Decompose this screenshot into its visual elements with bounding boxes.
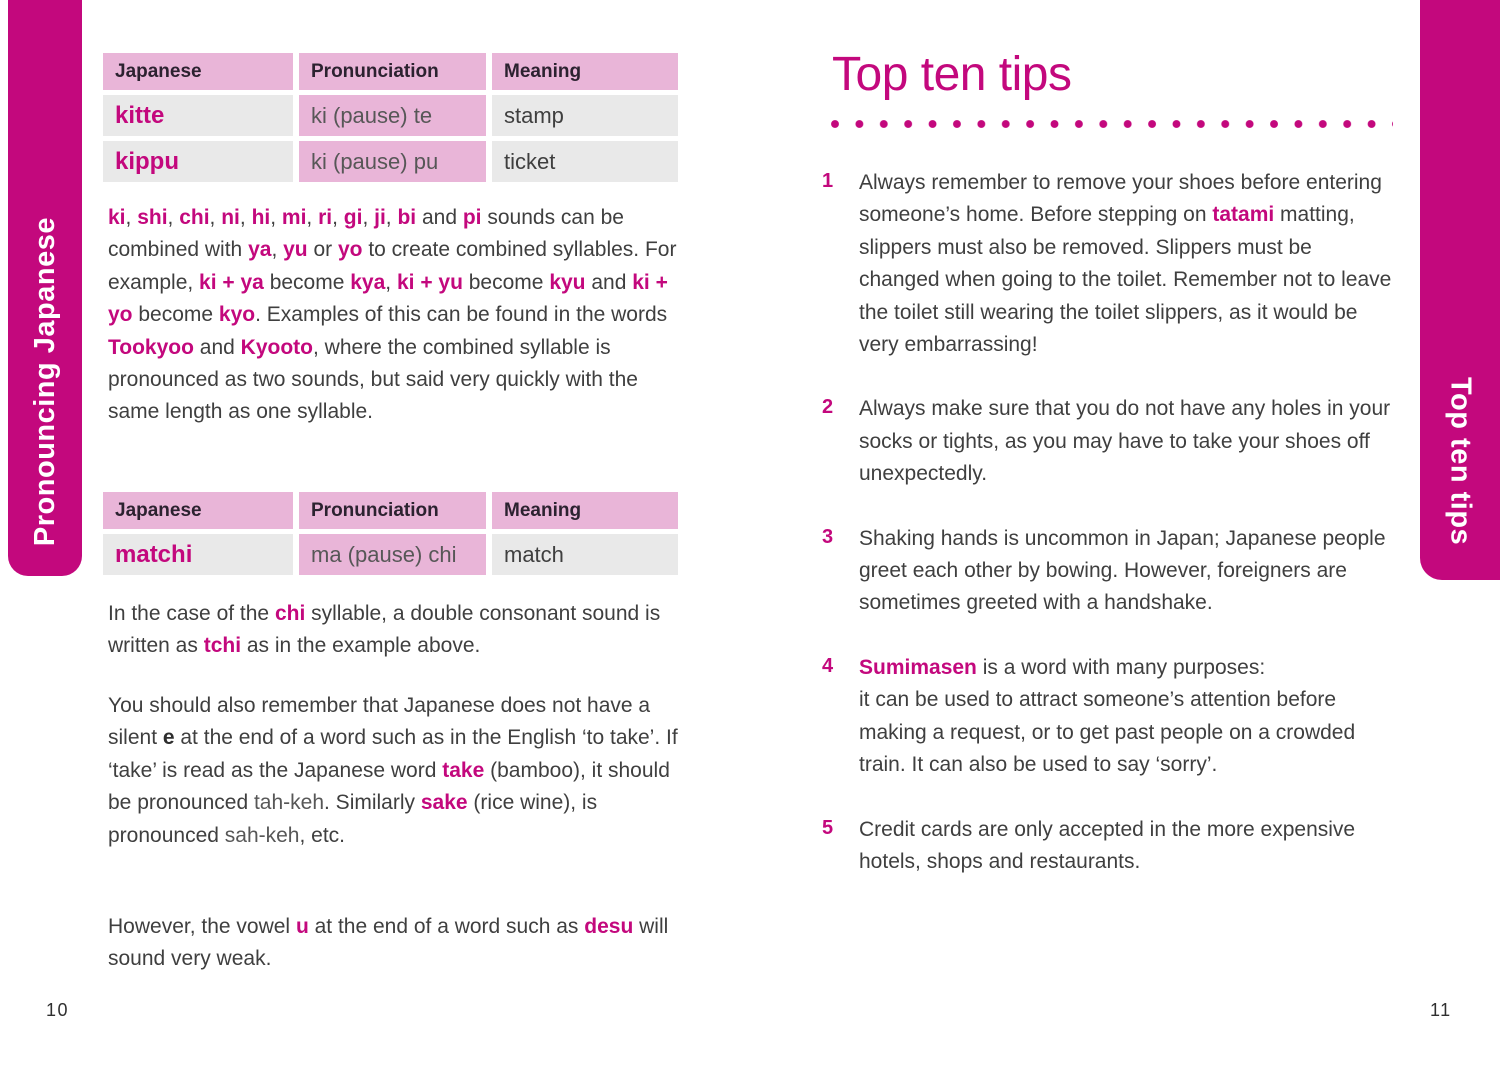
text-run: Sumimasen <box>859 655 977 679</box>
table1-row1-japanese: kitte <box>103 95 293 136</box>
table2-row1-pronunciation: ma (pause) chi <box>299 534 486 575</box>
table2-header-japanese: Japanese <box>103 492 293 529</box>
paragraph-combined-syllables <box>108 202 693 429</box>
table2-row1-japanese: matchi <box>103 534 293 575</box>
text-run: become <box>263 270 351 294</box>
text-run: sounds can be combined with <box>108 206 624 262</box>
right-page-tab <box>1420 0 1500 580</box>
tip-text <box>859 652 1394 782</box>
text-run: pi <box>462 206 482 229</box>
text-run: You should also remember that Japanese does not have a silent <box>108 694 651 750</box>
table2-header-meaning: Meaning <box>492 492 678 529</box>
text-run: , <box>125 206 138 229</box>
text-run: In the case of the <box>108 602 275 625</box>
tip-text <box>859 523 1394 620</box>
tip-text <box>859 814 1394 879</box>
text-run: become <box>462 270 550 294</box>
text-run: syllable, a double consonant sound is written as <box>108 602 661 658</box>
text-run: to create combined syllables. For example, <box>108 238 677 294</box>
text-run: shi <box>137 206 168 229</box>
tip-number: 5 <box>822 816 834 839</box>
table2-header-pronunciation: Pronunciation <box>299 492 486 529</box>
text-run: , <box>271 238 284 262</box>
text-run: , <box>209 206 222 229</box>
text-run: chi <box>274 602 306 625</box>
tip-item-2 <box>822 393 1394 490</box>
text-run: (bamboo), it should be pronounced <box>108 758 670 815</box>
text-run: Shaking hands is uncommon in Japan; Japanese people greet each other by bowing. However, foreigners are sometimes greeted with a handshake. <box>859 526 1386 615</box>
tip-number: 2 <box>822 396 834 419</box>
table2-row1-meaning: match <box>492 534 678 575</box>
text-run: ki <box>108 206 126 229</box>
right-tab-label: Top ten tips <box>1444 376 1477 545</box>
text-run: bi <box>397 206 417 229</box>
text-run: sah-keh <box>224 823 300 847</box>
text-run: e <box>162 726 175 750</box>
text-run: (rice wine), is pronounced <box>108 791 598 847</box>
text-run: , etc. <box>299 823 346 847</box>
text-run: desu <box>584 915 634 938</box>
right-page-number: 11 <box>1430 1000 1452 1020</box>
pronunciation-table-2 <box>103 492 678 575</box>
text-run: sake <box>420 791 468 815</box>
text-run: and <box>416 206 463 229</box>
top-ten-tips-list <box>822 167 1394 910</box>
tip-item-1 <box>822 167 1394 361</box>
text-run: u <box>295 915 309 938</box>
text-run: ri <box>318 206 333 229</box>
text-run: ni <box>221 206 240 229</box>
text-run: it can be used to attract someone’s attention before making a request, or to get past people on a crowded train. It can also be used to say ‘sorry’. <box>859 688 1356 777</box>
text-run: , <box>167 206 180 229</box>
text-run: Tookyoo <box>108 335 194 359</box>
text-run: Always make sure that you do not have any holes in your socks or tights, as you may have to take your shoes off unexpectedly. <box>859 397 1391 486</box>
text-run: ya <box>248 238 272 262</box>
text-run: Kyooto <box>240 335 313 359</box>
dotted-divider <box>831 119 1393 129</box>
table1-row1-pronunciation: ki (pause) te <box>299 95 486 136</box>
left-tab-label: Pronouncing Japanese <box>28 216 61 546</box>
page-title: Top ten tips <box>832 48 1072 101</box>
table1-row2-pronunciation: ki (pause) pu <box>299 141 486 182</box>
tip-text <box>859 393 1394 490</box>
text-run: tchi <box>203 634 242 658</box>
paragraph-silent-e <box>108 690 693 852</box>
tip-number: 4 <box>822 654 834 677</box>
text-run: at the end of a word such as in the English ‘to take’. If ‘take’ is read as the Japanese word <box>108 726 678 782</box>
text-run: kyo <box>218 303 256 327</box>
table1-header-japanese: Japanese <box>103 53 293 90</box>
text-run: chi <box>179 206 210 229</box>
text-run: ki + ya <box>199 270 264 294</box>
left-page-number: 10 <box>46 1000 70 1020</box>
text-run: kyu <box>549 270 586 294</box>
text-run: , <box>306 206 319 229</box>
tip-number: 3 <box>822 525 834 548</box>
paragraph-weak-vowel <box>108 911 693 976</box>
text-run: at the end of a word such as <box>308 915 585 938</box>
table1-header-meaning: Meaning <box>492 53 678 90</box>
text-run: mi <box>281 206 307 229</box>
text-run: , where the combined syllable is pronounced as two sounds, but said very quickly with the same length as one syllable. <box>108 335 638 424</box>
text-run: tah-keh <box>253 791 325 815</box>
text-run: tatami <box>1212 203 1275 227</box>
text-run: and <box>585 270 633 294</box>
text-run: , <box>270 206 282 229</box>
text-run: is a word with many purposes: <box>976 655 1266 679</box>
tip-item-3 <box>822 523 1394 620</box>
pronunciation-table-1 <box>103 53 678 182</box>
text-run: matting, slippers must also be removed. Slippers must be changed when going to the toilet. Remember not to leave the toilet still wearing the toilet slippers, as it would be very embarrassing! <box>859 203 1392 357</box>
text-run: , <box>385 206 398 229</box>
tip-item-5 <box>822 814 1394 879</box>
text-run: . Similarly <box>324 791 421 815</box>
table1-row2-japanese: kippu <box>103 141 293 182</box>
text-run: . Examples of this can be found in the words <box>255 303 668 327</box>
left-page-tab <box>8 0 82 576</box>
text-run: will sound very weak. <box>108 915 669 971</box>
tip-item-4 <box>822 652 1394 782</box>
table1-row1-meaning: stamp <box>492 95 678 136</box>
text-run: or <box>307 238 338 262</box>
text-run: gi <box>343 206 363 229</box>
text-run: Credit cards are only accepted in the more expensive hotels, shops and restaurants. <box>859 817 1356 873</box>
text-run: , <box>332 206 344 229</box>
table1-row2-meaning: ticket <box>492 141 678 182</box>
text-run: , <box>385 270 397 294</box>
text-run: yu <box>283 238 308 262</box>
text-run: yo <box>337 238 363 262</box>
text-run: hi <box>251 206 271 229</box>
text-run: become <box>132 303 219 327</box>
text-run: ji <box>374 206 386 229</box>
paragraph-double-consonant <box>108 598 693 663</box>
text-run: take <box>442 758 485 782</box>
text-run: kya <box>350 270 386 294</box>
text-run: ki + yu <box>396 270 463 294</box>
text-run: and <box>193 335 241 359</box>
text-run: However, the vowel <box>108 915 296 938</box>
tip-number: 1 <box>822 170 834 192</box>
text-run: as in the example above. <box>241 634 481 658</box>
table1-header-pronunciation: Pronunciation <box>299 53 486 90</box>
tip-text <box>859 167 1394 361</box>
text-run: ki + yo <box>108 270 668 327</box>
text-run: , <box>239 206 252 229</box>
text-run: Always remember to remove your shoes before entering someone’s home. Before stepping on <box>859 171 1382 227</box>
text-run: , <box>362 206 375 229</box>
